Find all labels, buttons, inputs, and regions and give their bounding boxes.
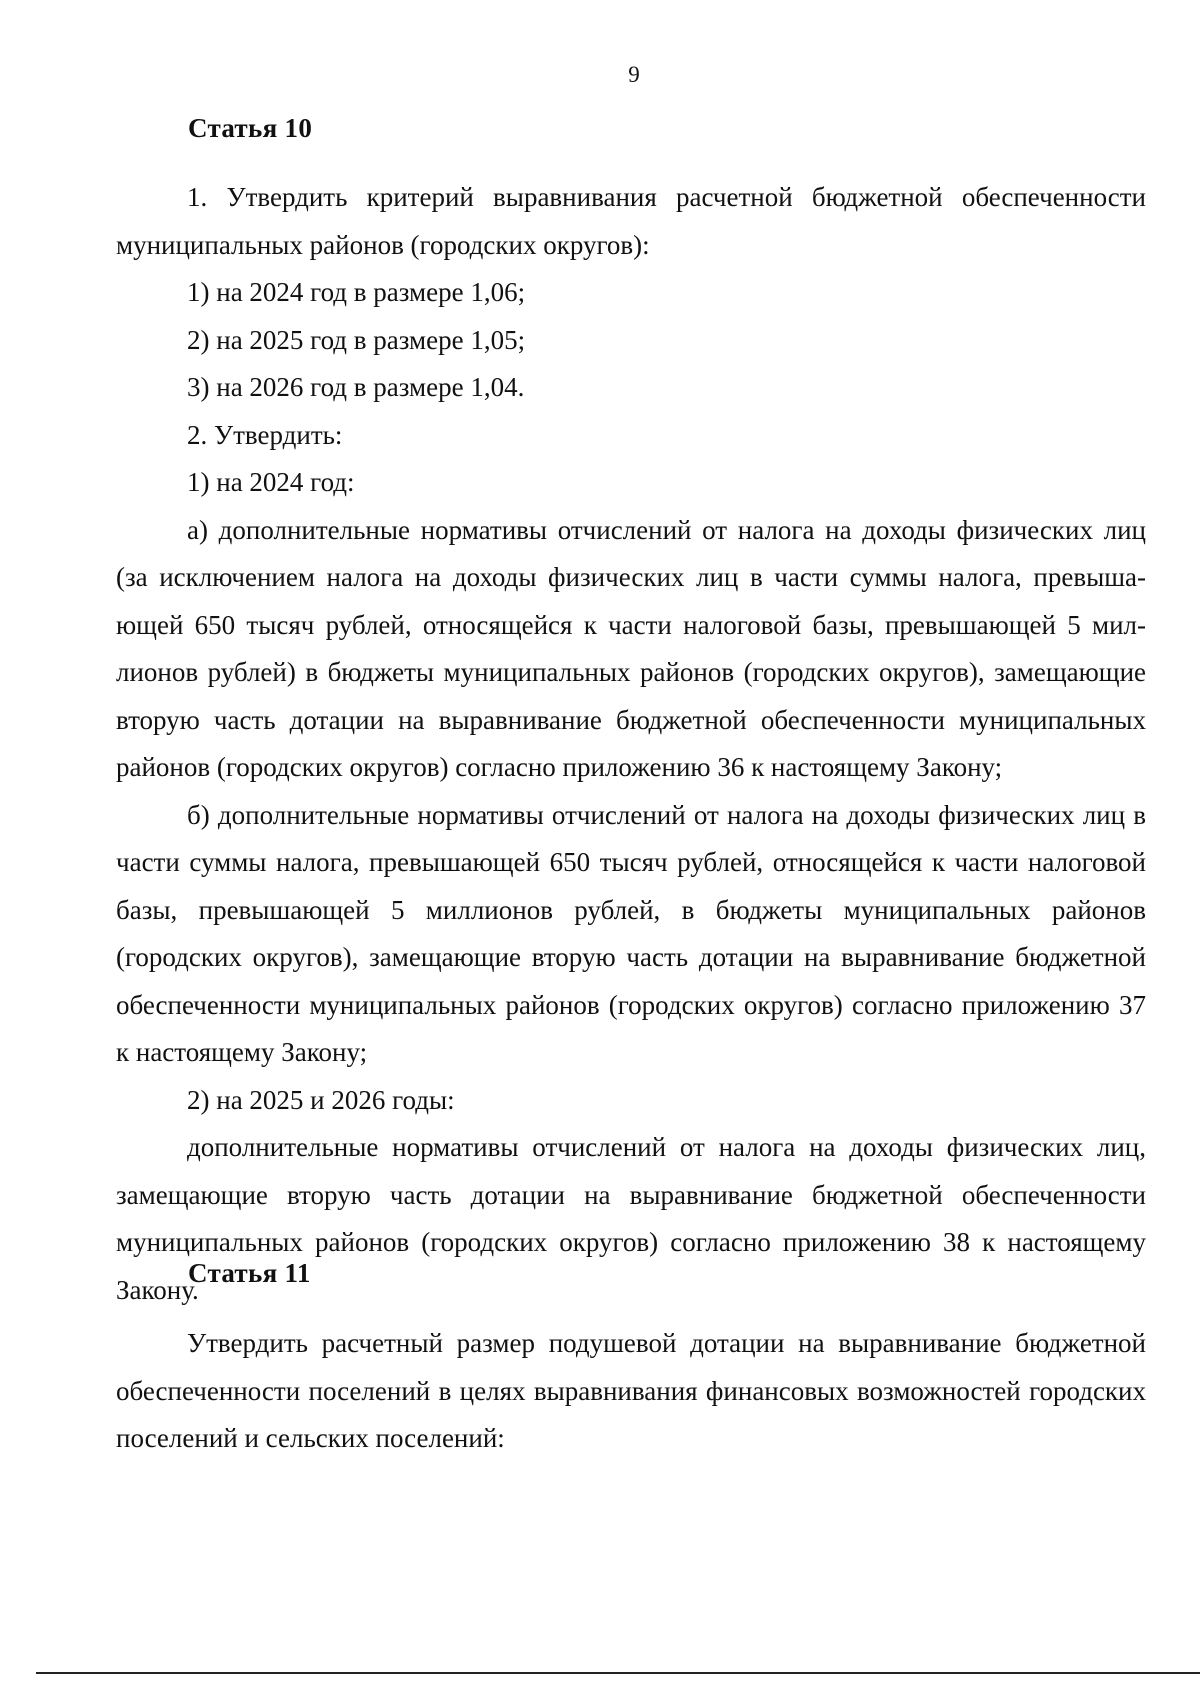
paragraph: б) дополнительные нормативы отчислений от налога на доходы физических лиц в части суммы налога, превышающей 650 тысяч рублей, относящейся к части налоговой базы, превышающей 5 миллионов рублей, в бюджеты муниципальных районов (городских округов), замещающие вторую часть дотации на выравнивание бюджетной обеспеченности муниципальных районов (городских округов) согласно приложению 37 к настоящему Закону; — [116, 799, 1146, 1067]
paragraph: 1) на 2024 год в размере 1,06; — [187, 277, 526, 307]
paragraph: Утвердить расчетный размер подушевой дотации на выравнивание бюджетной обеспеченности поселений в целях выравнивания финансовых возможностей городских поселений и сельских поселений: — [116, 1328, 1146, 1453]
paragraph: а) дополнительные нормативы отчислений от налога на доходы физических лиц (за исключением налога на доходы физических лиц в части суммы налога, превышающей 650 тысяч рублей, относящейся к части налоговой базы, превышающей 5 миллионов рублей) в бюджеты муниципальных районов (городских округов), замещающие вторую часть дотации на выравнивание бюджетной обеспеченности муниципальных районов (городских округов) согласно приложению 36 к настоящему Закону; — [116, 514, 1146, 782]
paragraph: 1) на 2024 год: — [187, 467, 355, 497]
paragraph: 1. Утвердить критерий выравнивания расчетной бюджетной обеспеченности муниципальных районов (городских округов): — [116, 182, 1146, 260]
article-10-body — [116, 174, 1146, 1314]
article-11-heading: Статья 11 — [188, 1258, 311, 1288]
paragraph: 3) на 2026 год в размере 1,04. — [187, 372, 525, 402]
article-11-body — [116, 1320, 1146, 1463]
bottom-rule — [36, 1672, 1200, 1674]
paragraph: 2) на 2025 год в размере 1,05; — [187, 324, 526, 355]
paragraph: 2. Утвердить: — [187, 419, 343, 450]
article-10-heading: Статья 10 — [188, 113, 313, 143]
page-number: 9 — [628, 62, 640, 87]
paragraph: дополнительные нормативы отчислений от налога на доходы физических лиц, замещающие вторую часть дотации на выравнивание бюджетной обеспеченности муниципальных районов (городских округов) согласно приложению 38 к настоящему Закону. — [116, 1132, 1146, 1305]
paragraph: 2) на 2025 и 2026 годы: — [187, 1084, 455, 1115]
